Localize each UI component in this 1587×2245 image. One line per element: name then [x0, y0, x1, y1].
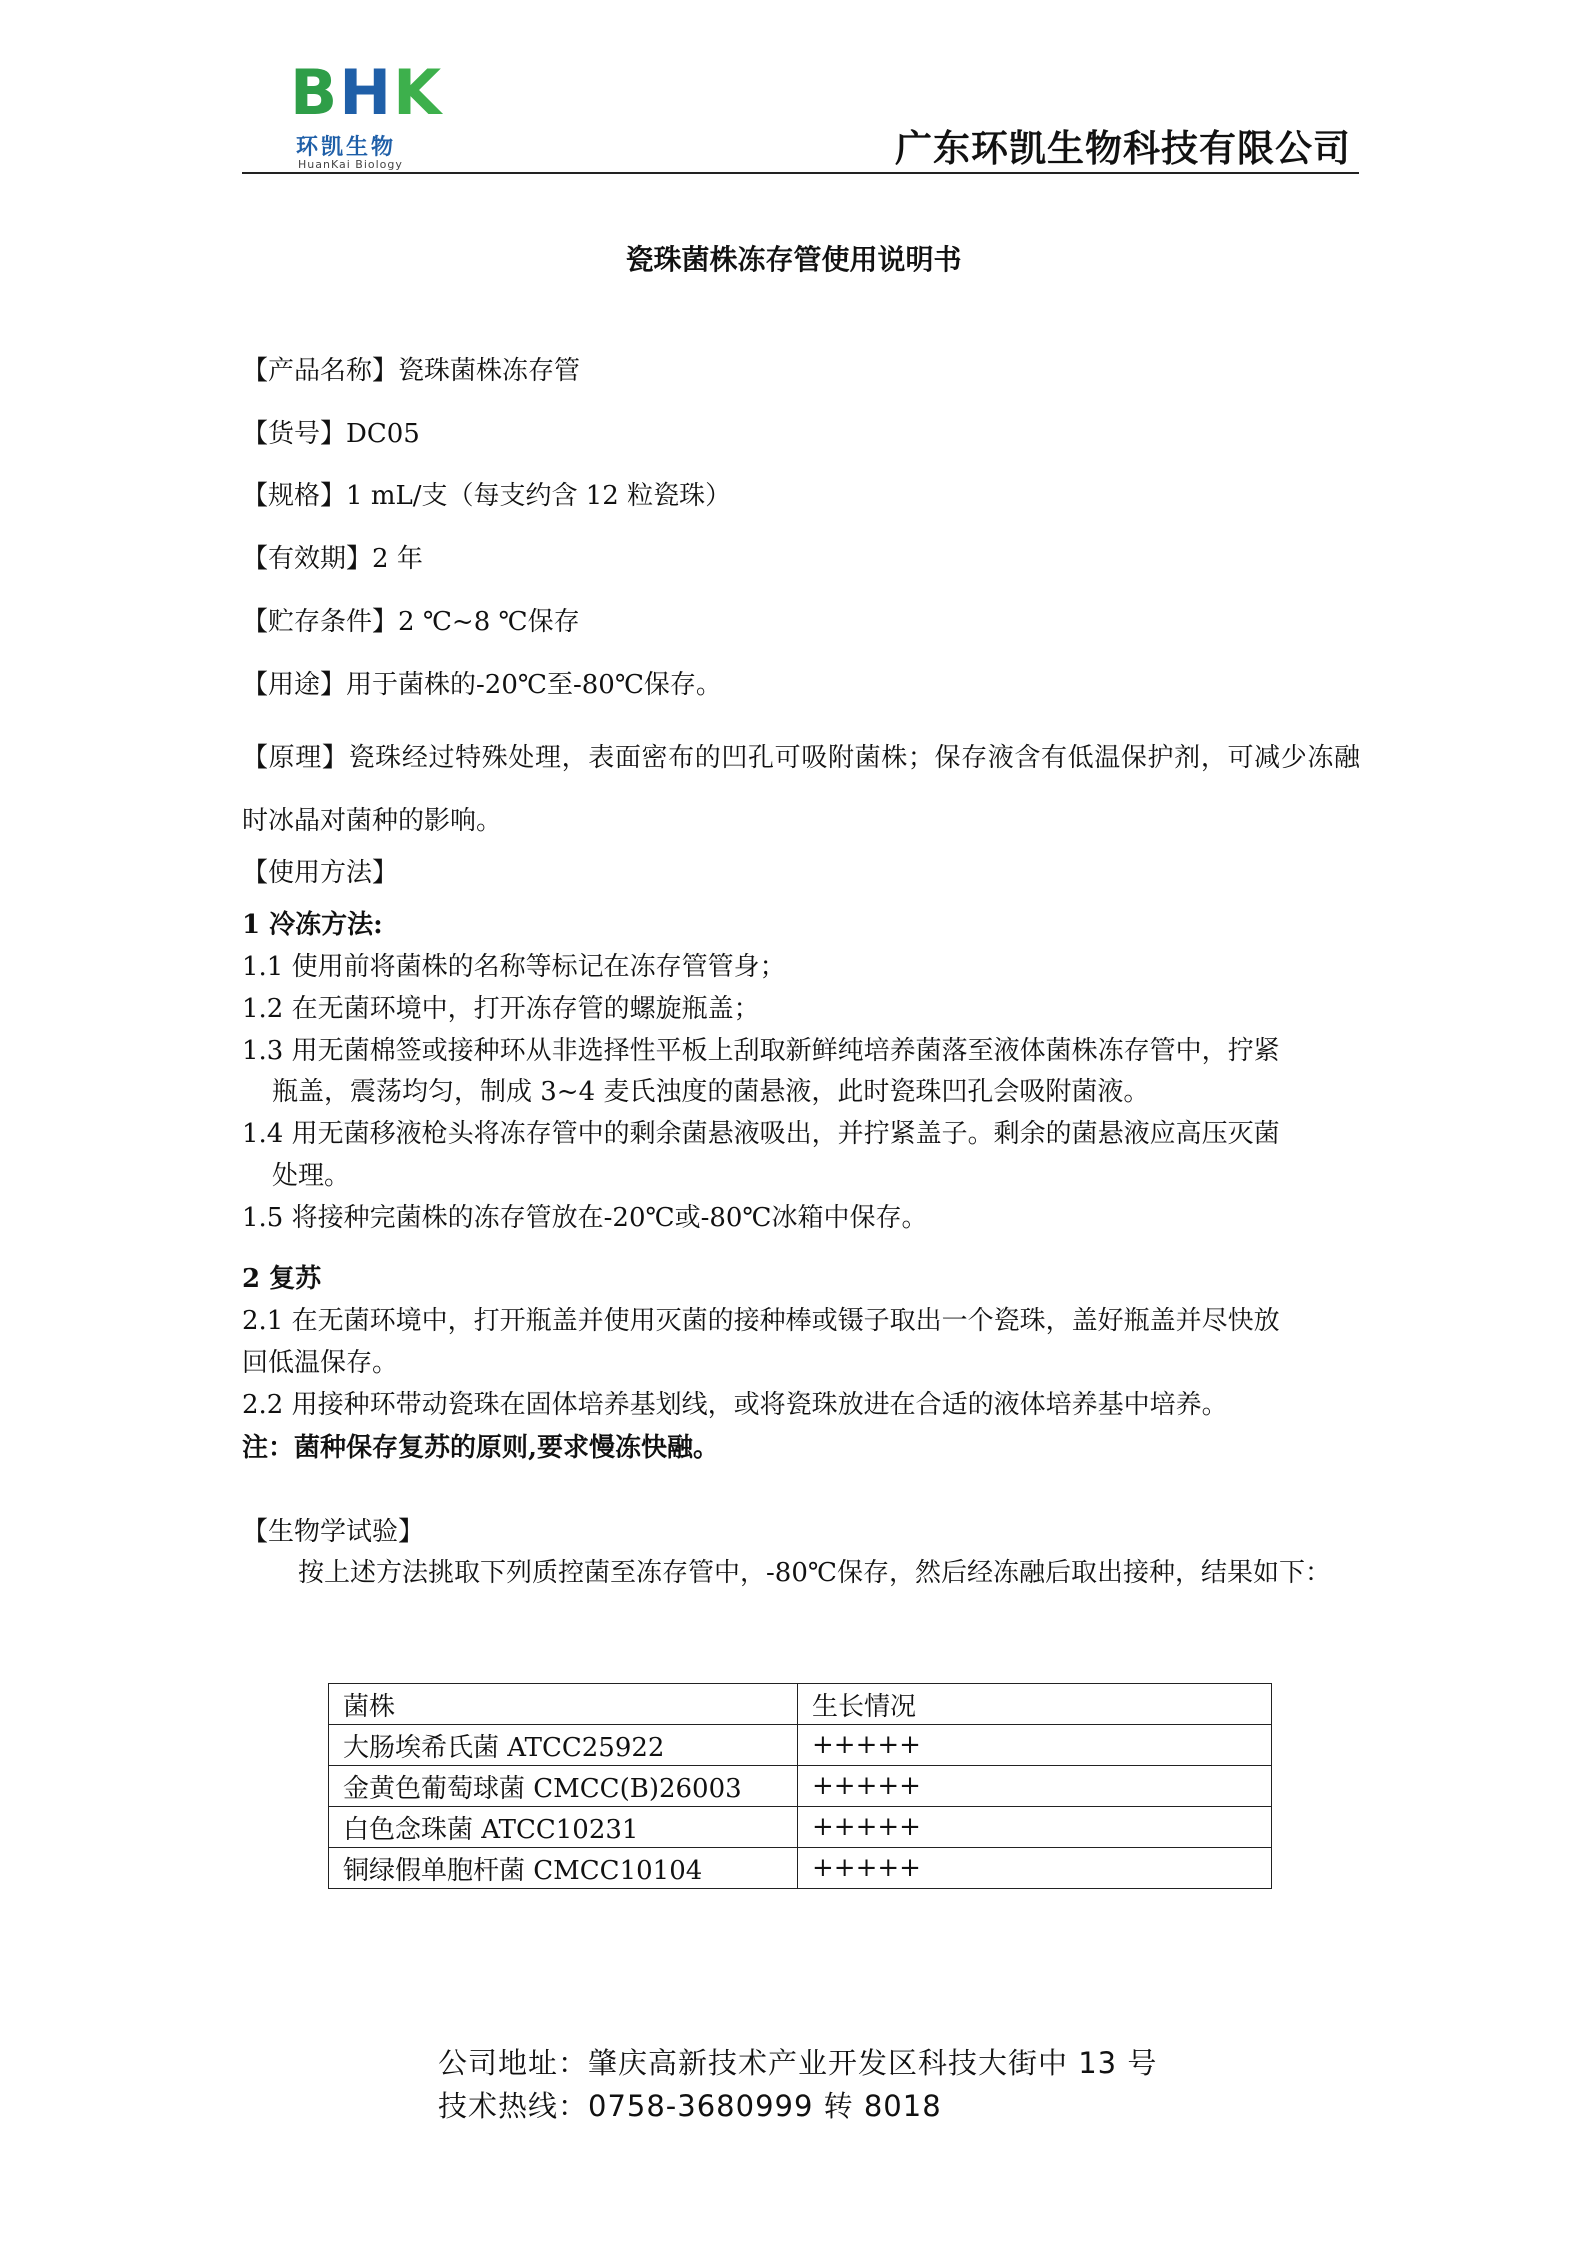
field-label: 【货号】	[242, 419, 347, 449]
field-value: 2 ℃~8 ℃保存	[398, 607, 580, 637]
freeze-section-title: 1 冷冻方法:	[242, 910, 383, 940]
footer-address: 公司地址：肇庆高新技术产业开发区科技大街中 13 号	[438, 2046, 1158, 2080]
field-label: 【用途】	[242, 670, 347, 700]
company-logo: BHK	[290, 56, 444, 129]
principle-paragraph	[242, 727, 1360, 853]
field-value: 1 mL/支（每支约含 12 粒瓷珠）	[346, 481, 732, 511]
field-value: DC05	[346, 419, 420, 449]
company-name: 广东环凯生物科技有限公司	[895, 127, 1351, 170]
field-item-number	[242, 417, 420, 451]
table-cell-strain: 白色念珠菌 ATCC10231	[329, 1807, 798, 1848]
step-line: 1.4 用无菌移液枪头将冻存管中的剩余菌悬液吸出，并拧紧盖子。剩余的菌悬液应高压灭菌	[242, 1119, 1280, 1149]
table-cell-growth: +++++	[798, 1725, 1272, 1766]
table-row	[329, 1807, 1272, 1848]
note-line: 注：菌种保存复苏的原则,要求慢冻快融。	[242, 1433, 720, 1463]
field-label: 【规格】	[242, 481, 347, 511]
footer-hotline: 技术热线：0758-3680999 转 8018	[438, 2089, 942, 2123]
table-cell-strain: 铜绿假单胞杆菌 CMCC10104	[329, 1848, 798, 1889]
table-header-row	[329, 1684, 1272, 1725]
bio-test-intro: 按上述方法挑取下列质控菌至冻存管中，-80℃保存，然后经冻融后取出接种，结果如下：	[298, 1558, 1331, 1588]
table-cell-strain: 大肠埃希氏菌 ATCC25922	[329, 1725, 798, 1766]
revival-section-title: 2 复苏	[242, 1264, 322, 1294]
step-line: 处理。	[272, 1161, 351, 1191]
step-line: 瓶盖，震荡均匀，制成 3~4 麦氏浊度的菌悬液，此时瓷珠凹孔会吸附菌液。	[272, 1077, 1150, 1107]
field-storage	[242, 605, 580, 639]
step-line: 2.1 在无菌环境中，打开瓶盖并使用灭菌的接种棒或镊子取出一个瓷珠，盖好瓶盖并尽快放	[242, 1306, 1280, 1336]
header-divider	[242, 172, 1359, 174]
field-validity	[242, 542, 423, 576]
field-usage	[242, 668, 722, 702]
field-value: 2 年	[372, 544, 423, 574]
table-cell-growth: +++++	[798, 1848, 1272, 1889]
document-title: 瓷珠菌株冻存管使用说明书	[625, 243, 962, 276]
step-line: 1.3 用无菌棉签或接种环从非选择性平板上刮取新鲜纯培养菌落至液体菌株冻存管中，拧紧	[242, 1036, 1280, 1066]
logo-chinese-name: 环凯生物	[296, 135, 397, 160]
field-label: 【产品名称】	[242, 356, 399, 386]
field-label: 【贮存条件】	[242, 607, 399, 637]
field-label: 【有效期】	[242, 544, 373, 574]
step-line: 1.1 使用前将菌株的名称等标记在冻存管管身；	[242, 952, 786, 982]
bio-test-heading: 【生物学试验】	[242, 1517, 425, 1547]
table-row	[329, 1848, 1272, 1889]
step-line: 1.5 将接种完菌株的冻存管放在-20℃或-80℃冰箱中保存。	[242, 1203, 928, 1233]
table-row	[329, 1725, 1272, 1766]
logo-english-name: HuanKai Biology	[298, 158, 403, 171]
method-heading: 【使用方法】	[242, 858, 399, 888]
principle-label: 【原理】	[242, 743, 349, 773]
table-cell-growth: +++++	[798, 1807, 1272, 1848]
results-table	[328, 1683, 1272, 1889]
table-cell-growth: +++++	[798, 1766, 1272, 1807]
field-value: 用于菌株的-20℃至-80℃保存。	[346, 670, 722, 700]
step-line: 1.2 在无菌环境中，打开冻存管的螺旋瓶盖；	[242, 994, 760, 1024]
principle-text: 瓷珠经过特殊处理，表面密布的凹孔可吸附菌株；保存液含有低温保护剂，可减少冻融时冰晶对菌种的影响。	[242, 743, 1360, 836]
field-specification	[242, 479, 731, 513]
table-cell-strain: 金黄色葡萄球菌 CMCC(B)26003	[329, 1766, 798, 1807]
table-header-cell: 菌株	[329, 1684, 798, 1725]
table-header-cell: 生长情况	[798, 1684, 1272, 1725]
step-line: 2.2 用接种环带动瓷珠在固体培养基划线，或将瓷珠放进在合适的液体培养基中培养。	[242, 1390, 1228, 1420]
step-line: 回低温保存。	[242, 1348, 399, 1378]
field-product-name	[242, 354, 580, 388]
table-row	[329, 1766, 1272, 1807]
field-value: 瓷珠菌株冻存管	[398, 356, 581, 386]
